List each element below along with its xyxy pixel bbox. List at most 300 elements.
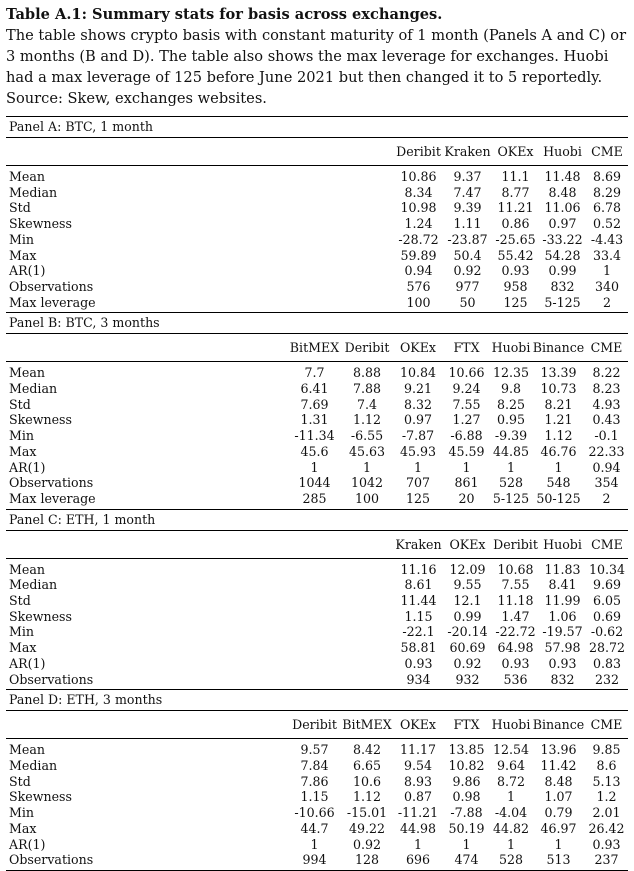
table-row — [6, 672, 628, 688]
table-cell: -7.87 — [401, 428, 435, 444]
table-cell: 45.6 — [300, 443, 329, 459]
row-label: Median — [9, 577, 58, 593]
table-cell: 832 — [550, 278, 575, 294]
panel-title: Panel D: ETH, 3 months — [9, 692, 163, 708]
table-cell: 1 — [413, 836, 422, 852]
table-cell: 0.94 — [592, 459, 621, 475]
table-cell: 958 — [503, 278, 528, 294]
panels-container — [6, 117, 628, 871]
table-cell: 1 — [413, 459, 422, 475]
column-header: OKEx — [497, 144, 534, 159]
table-cell: -9.39 — [494, 428, 528, 444]
table-cell: 513 — [546, 852, 571, 868]
table-row — [6, 279, 628, 295]
row-label: Min — [9, 805, 35, 821]
table-cell: 1044 — [298, 475, 331, 491]
table-cell: 8.29 — [592, 184, 622, 200]
table-row — [6, 837, 628, 853]
table-cell: 128 — [354, 852, 380, 868]
table-cell: 0.95 — [496, 412, 526, 428]
table-cell: 20 — [458, 490, 475, 506]
row-label: Std — [9, 593, 31, 609]
table-cell: 9.69 — [592, 577, 622, 593]
row-label: Max leverage — [9, 490, 96, 506]
table-cell: -4.04 — [494, 805, 528, 821]
row-label: Std — [9, 396, 31, 412]
table-cell: -19.57 — [542, 624, 583, 640]
table-cell: 58.81 — [400, 640, 437, 656]
table-cell: 26.42 — [588, 820, 625, 836]
row-label: Observations — [9, 671, 94, 687]
table-row — [6, 166, 628, 185]
table-cell: 11.44 — [400, 593, 437, 609]
table-cell: 994 — [302, 852, 327, 868]
table-cell: 64.98 — [497, 640, 534, 656]
column-header: Deribit — [396, 144, 441, 159]
table-row — [6, 444, 628, 460]
column-header: CME — [591, 144, 623, 159]
table-cell: 7.55 — [501, 577, 530, 593]
table-cell: 10.68 — [497, 561, 534, 577]
table-cell: 12.35 — [492, 365, 530, 381]
table-cell: 474 — [454, 852, 479, 868]
table-cell: -22.72 — [495, 624, 536, 640]
table-cell: 0.97 — [548, 216, 577, 232]
table-cell: 0.43 — [592, 412, 621, 428]
table-cell: 0.92 — [453, 655, 482, 671]
row-label: Observations — [9, 278, 94, 294]
table-cell: 57.98 — [544, 640, 581, 656]
table-cell: 696 — [405, 852, 431, 868]
column-header: Binance — [532, 340, 585, 356]
table-cell: 5-125 — [544, 294, 581, 310]
row-label: Std — [9, 200, 31, 216]
column-header: Deribit — [292, 717, 337, 733]
table-name: Table A.1: Summary stats for basis across exchanges. — [6, 6, 443, 23]
table-cell: 11.83 — [544, 561, 581, 577]
table-row — [6, 789, 628, 805]
table-cell: -11.21 — [397, 805, 439, 821]
table-cell: 232 — [594, 671, 620, 687]
table-cell: 1 — [554, 836, 563, 852]
row-label: Mean — [9, 561, 45, 577]
table-cell: 46.76 — [540, 443, 577, 459]
table-cell: 10.98 — [400, 200, 437, 216]
table-cell: 1 — [506, 789, 515, 805]
table-row — [6, 656, 628, 672]
table-cell: 9.21 — [403, 381, 433, 397]
column-header: Kraken — [395, 536, 442, 552]
column-header: Huobi — [543, 144, 582, 159]
row-label: Skewness — [9, 789, 72, 805]
table-cell: 7.86 — [300, 773, 329, 789]
row-label: Max — [9, 247, 37, 263]
column-header: BitMEX — [342, 717, 392, 733]
table-cell: -28.72 — [398, 231, 439, 247]
table-cell: 13.96 — [540, 742, 577, 758]
table-row — [6, 624, 628, 640]
column-header: OKEx — [399, 340, 437, 356]
table-cell: 44.98 — [399, 820, 437, 836]
table-cell: 10.84 — [399, 365, 437, 381]
table-cell: -25.65 — [495, 231, 536, 247]
table-cell: 2 — [602, 294, 611, 310]
column-header: CME — [590, 717, 623, 733]
table-cell: 8.93 — [403, 773, 433, 789]
table-cell: 11.06 — [544, 200, 581, 216]
row-label: AR(1) — [9, 655, 46, 671]
table-cell: 8.42 — [352, 742, 382, 758]
table-cell: 10.34 — [588, 561, 626, 577]
header-blank — [6, 711, 288, 739]
table-cell: 45.93 — [399, 443, 437, 459]
table-cell: 33.4 — [592, 247, 622, 263]
table-row — [6, 248, 628, 264]
table-row — [6, 739, 628, 758]
table-cell: 6.05 — [592, 593, 622, 609]
table-cell: -4.43 — [590, 231, 624, 247]
table-cell: 0.83 — [592, 655, 622, 671]
table-cell: 13.39 — [540, 365, 577, 381]
table-cell: 8.34 — [404, 184, 433, 200]
header-row — [6, 334, 628, 362]
table-cell: -0.62 — [590, 624, 624, 640]
table-cell: 12.1 — [453, 593, 482, 609]
table-cell: -7.88 — [450, 805, 483, 821]
table-row — [6, 216, 628, 232]
table-cell: 1042 — [350, 475, 384, 491]
row-label: AR(1) — [9, 263, 46, 279]
table-cell: 548 — [546, 475, 571, 491]
panel-title: Panel A: BTC, 1 month — [9, 119, 154, 134]
table-cell: 0.98 — [452, 789, 481, 805]
table-cell: 0.99 — [548, 263, 577, 279]
table-row — [6, 805, 628, 821]
table-cell: 5-125 — [492, 490, 530, 506]
table-cell: 44.7 — [300, 820, 329, 836]
table-cell: 11.21 — [497, 200, 534, 216]
table-cell: 8.6 — [596, 757, 617, 773]
table-cell: 45.59 — [448, 443, 485, 459]
table-cell: 977 — [455, 278, 480, 294]
table-cell: 8.21 — [544, 396, 573, 412]
header-blank — [6, 334, 288, 362]
table-cell: 7.88 — [352, 381, 382, 397]
table-caption — [6, 4, 628, 109]
table-row — [6, 475, 628, 491]
table-cell: 1.24 — [404, 216, 433, 232]
row-label: Max — [9, 820, 37, 836]
table-cell: 832 — [550, 671, 575, 687]
table-cell: 11.42 — [540, 757, 577, 773]
table-row — [6, 821, 628, 837]
table-cell: 9.86 — [452, 773, 481, 789]
row-label: Skewness — [9, 412, 72, 428]
header-row — [6, 138, 628, 166]
table-cell: 0.93 — [501, 655, 530, 671]
table-cell: 125 — [405, 490, 431, 506]
table-cell: 1 — [462, 836, 471, 852]
table-cell: 1.12 — [544, 428, 573, 444]
table-cell: -0.1 — [594, 428, 619, 444]
table-cell: 11.99 — [544, 593, 581, 609]
row-label: Median — [9, 757, 58, 773]
table-cell: 55.42 — [497, 247, 534, 263]
row-label: Median — [9, 381, 58, 397]
document — [6, 4, 628, 871]
column-header: OKEx — [399, 717, 437, 733]
panel-table — [6, 334, 628, 506]
table-cell: 59.89 — [400, 247, 437, 263]
table-cell: 45.63 — [348, 443, 386, 459]
column-header: Deribit — [493, 536, 538, 552]
table-cell: 11.16 — [400, 561, 437, 577]
row-label: Skewness — [9, 216, 72, 232]
table-cell: 46.97 — [540, 820, 577, 836]
row-label: Median — [9, 184, 58, 200]
header-blank — [6, 531, 394, 559]
column-header: Huobi — [491, 340, 531, 356]
row-label: Min — [9, 624, 35, 640]
table-cell: 8.88 — [352, 365, 382, 381]
table-cell: 9.24 — [452, 381, 481, 397]
table-cell: 0.93 — [592, 836, 621, 852]
table-row — [6, 397, 628, 413]
table-cell: 0.69 — [592, 608, 622, 624]
table-cell: 528 — [498, 475, 524, 491]
table-row — [6, 362, 628, 381]
panel-title: Panel B: BTC, 3 months — [9, 315, 160, 331]
table-cell: 44.82 — [492, 820, 530, 836]
table-cell: 340 — [594, 278, 620, 294]
table-cell: 707 — [405, 475, 431, 491]
row-label: AR(1) — [9, 836, 46, 852]
table-cell: -15.01 — [346, 805, 388, 821]
table-cell: 50.19 — [448, 820, 485, 836]
table-row — [6, 852, 628, 868]
table-cell: 8.23 — [592, 381, 621, 397]
table-cell: 1 — [506, 836, 515, 852]
table-cell: 10.82 — [448, 757, 485, 773]
table-cell: 0.92 — [352, 836, 382, 852]
table-cell: 12.09 — [449, 561, 486, 577]
table-cell: 49.22 — [348, 820, 386, 836]
table-row — [6, 428, 628, 444]
row-label: Max — [9, 443, 37, 459]
table-cell: 0.92 — [453, 263, 482, 279]
table-cell: 8.41 — [548, 577, 577, 593]
column-header: BitMEX — [289, 340, 340, 356]
table-row — [6, 774, 628, 790]
table-cell: 354 — [594, 475, 619, 491]
column-header: FTX — [453, 340, 480, 356]
panel-table — [6, 531, 628, 688]
table-cell: 1 — [310, 459, 319, 475]
table-row — [6, 185, 628, 201]
column-header: Deribit — [344, 340, 390, 356]
table-cell: 8.48 — [548, 184, 577, 200]
table-cell: 1.11 — [453, 216, 482, 232]
table-cell: 7.7 — [304, 365, 325, 381]
caption-paragraph — [6, 4, 628, 109]
table-cell: 1.2 — [596, 789, 617, 805]
table-cell: 8.72 — [496, 773, 526, 789]
table-cell: 100 — [354, 490, 380, 506]
spacer — [6, 109, 628, 116]
row-label: Std — [9, 773, 31, 789]
row-label: AR(1) — [9, 459, 46, 475]
row-label: Observations — [9, 475, 94, 491]
table-row — [6, 577, 628, 593]
table-cell: -22.1 — [402, 624, 435, 640]
table-row — [6, 381, 628, 397]
row-label: Min — [9, 231, 35, 247]
row-label: Skewness — [9, 608, 72, 624]
table-cell: 8.48 — [544, 773, 573, 789]
row-label: Max — [9, 640, 37, 656]
table-cell: 1.15 — [300, 789, 329, 805]
panel-title: Panel C: ETH, 1 month — [9, 511, 156, 527]
table-cell: 1 — [462, 459, 471, 475]
caption-text: The table shows crypto basis with constant maturity of 1 month (Panels A and C) or 3 months (B and D). The table also shows the max leverage for exchanges. Huobi had a max leverage of 125 before June 2021 but then changed it to 5 reportedly. Source: Skew, exchanges websites. — [6, 27, 627, 107]
table-cell: 1.27 — [452, 412, 481, 428]
table-cell: 861 — [454, 475, 479, 491]
table-cell: 22.33 — [588, 443, 625, 459]
table-cell: 6.78 — [592, 200, 622, 216]
table-cell: 44.85 — [492, 443, 530, 459]
table-cell: 0.93 — [548, 655, 577, 671]
table-cell: 9.85 — [592, 742, 621, 758]
table-cell: -11.34 — [294, 428, 335, 444]
table-cell: -33.22 — [542, 231, 583, 247]
table-cell: 11.17 — [399, 742, 437, 758]
table-cell: 0.52 — [592, 216, 622, 232]
table-cell: 13.85 — [448, 742, 485, 758]
table-cell: 1 — [310, 836, 319, 852]
table-row — [6, 232, 628, 248]
table-cell: 9.55 — [453, 577, 482, 593]
table-cell: 0.86 — [501, 216, 530, 232]
panel-table — [6, 138, 628, 310]
row-label: Mean — [9, 169, 45, 184]
table-cell: 8.32 — [403, 396, 433, 412]
column-header: Kraken — [444, 144, 491, 159]
table-row — [6, 200, 628, 216]
column-header: Binance — [532, 717, 585, 733]
table-cell: 2.01 — [592, 805, 621, 821]
table-cell: 28.72 — [588, 640, 626, 656]
table-cell: 7.84 — [300, 757, 329, 773]
table-cell: 0.97 — [403, 412, 433, 428]
table-cell: 6.41 — [300, 381, 329, 397]
table-cell: -20.14 — [447, 624, 488, 640]
table-cell: 9.8 — [500, 381, 522, 397]
table-cell: 8.69 — [592, 169, 622, 184]
table-cell: 0.99 — [453, 608, 482, 624]
table-cell: 9.37 — [453, 169, 482, 184]
row-label: Mean — [9, 365, 45, 381]
table-cell: 6.65 — [352, 757, 382, 773]
column-header: CME — [591, 536, 623, 552]
table-cell: 1.07 — [544, 789, 573, 805]
header-row — [6, 531, 628, 559]
table-cell: 576 — [406, 278, 431, 294]
table-cell: 7.4 — [356, 396, 378, 412]
table-cell: 54.28 — [544, 247, 581, 263]
table-cell: 0.93 — [404, 655, 433, 671]
column-header: OKEx — [449, 536, 486, 552]
table-cell: 7.69 — [300, 396, 329, 412]
table-cell: 60.69 — [449, 640, 486, 656]
table-cell: 1.31 — [300, 412, 329, 428]
table-cell: 536 — [503, 671, 528, 687]
table-cell: 100 — [406, 294, 431, 310]
table-cell: 0.87 — [403, 789, 433, 805]
table-cell: -6.88 — [450, 428, 483, 444]
table-cell: 4.93 — [592, 396, 621, 412]
column-header: FTX — [453, 717, 480, 733]
table-row — [6, 491, 628, 507]
table-cell: 5.13 — [592, 773, 621, 789]
table-cell: -10.66 — [294, 805, 335, 821]
panel-table — [6, 711, 628, 868]
table-cell: 12.54 — [492, 742, 530, 758]
table-cell: 50-125 — [536, 490, 581, 506]
table-cell: 8.61 — [404, 577, 433, 593]
table-cell: 9.57 — [300, 742, 329, 758]
table-cell: 1.06 — [548, 608, 577, 624]
table-cell: 934 — [406, 671, 431, 687]
table-cell: 7.55 — [452, 396, 481, 412]
table-cell: 1.21 — [544, 412, 573, 428]
header-blank — [6, 138, 394, 166]
table-cell: 125 — [503, 294, 528, 310]
table-cell: 1 — [554, 459, 563, 475]
table-cell: 9.64 — [496, 757, 526, 773]
table-row — [6, 593, 628, 609]
table-cell: 1.15 — [404, 608, 433, 624]
table-cell: 1.12 — [352, 789, 382, 805]
table-cell: 9.39 — [453, 200, 482, 216]
table-cell: 1 — [362, 459, 371, 475]
column-header: CME — [590, 340, 623, 356]
table-cell: 0.79 — [544, 805, 573, 821]
table-cell: 1 — [602, 263, 611, 279]
table-cell: 285 — [302, 490, 327, 506]
table-cell: 2 — [602, 490, 611, 506]
column-header: Huobi — [543, 536, 582, 552]
table-cell: 237 — [594, 852, 619, 868]
table-cell: 9.54 — [403, 757, 433, 773]
table-cell: 1 — [506, 459, 515, 475]
table-cell: -6.55 — [350, 428, 384, 444]
table-row — [6, 263, 628, 279]
table-cell: 528 — [498, 852, 524, 868]
table-row — [6, 558, 628, 577]
table-cell: 7.47 — [453, 184, 482, 200]
table-cell: 8.25 — [496, 396, 526, 412]
table-row — [6, 758, 628, 774]
table-row — [6, 640, 628, 656]
table-cell: -23.87 — [447, 231, 488, 247]
row-label: Max leverage — [9, 294, 96, 310]
table-cell: 10.66 — [448, 365, 485, 381]
table-cell: 932 — [455, 671, 480, 687]
header-row — [6, 711, 628, 739]
table-cell: 10.86 — [400, 169, 437, 184]
table-cell: 0.93 — [501, 263, 530, 279]
table-cell: 11.48 — [544, 169, 581, 184]
